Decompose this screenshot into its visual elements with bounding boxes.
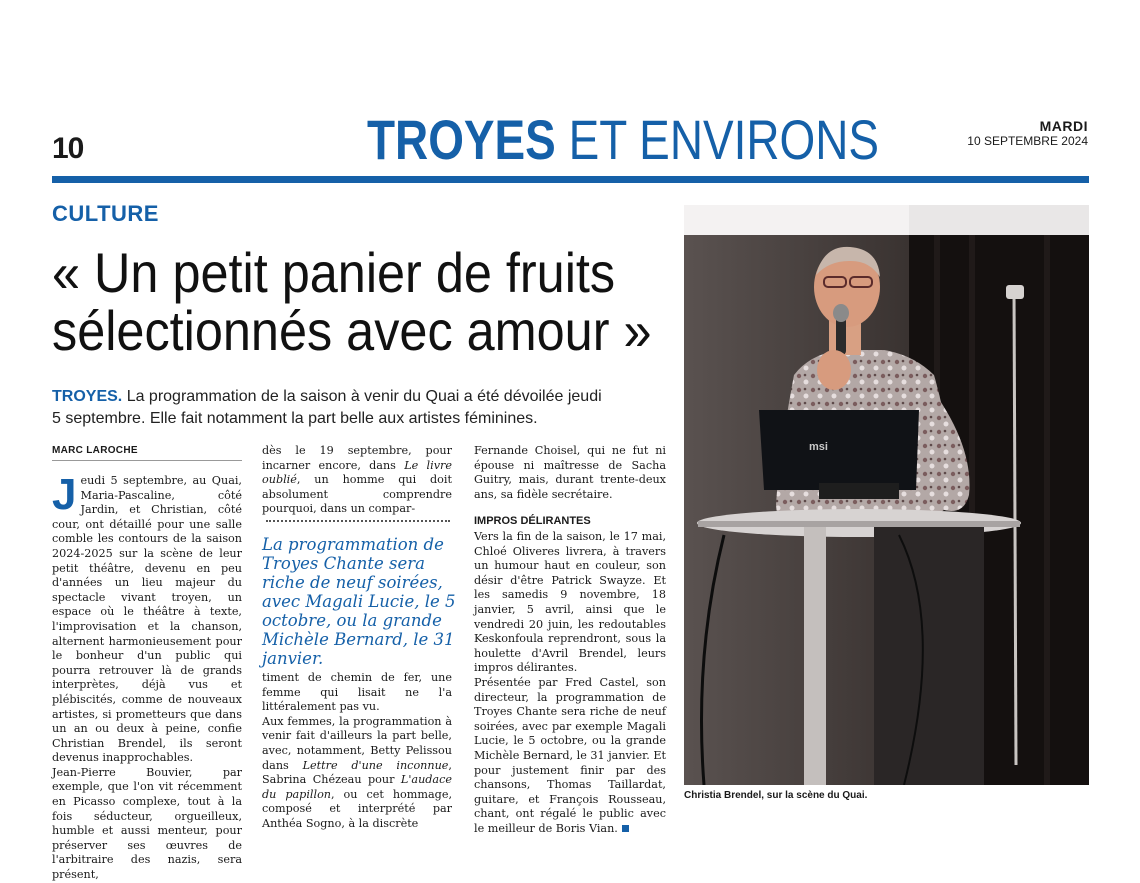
paragraph: Vers la fin de la saison, le 17 mai, Chloé Oliveres livrera, à travers un humour haut en couleur, son désir d'être Patrick Swayze. Et les samedis 9 novembre, 18 janvier, 5 avril, ainsi que le vendredi 20 juin, les redoutables Keskonfoula reprendront, sous la houlette d'Avril Brendel, leurs impros délirantes. — [474, 530, 666, 675]
pullquote: La programmation de Troyes Chante sera riche de neuf soirées, avec Magali Lucie, le 5 octobre, ou la grande Michèle Bernard, le 31 janvier. — [262, 535, 456, 668]
text-run: , un homme qui doit absolument comprendre pourquoi, dans un compar- — [262, 473, 452, 516]
text-run: , Sabrina Chézeau pour — [262, 758, 452, 787]
page-number: 10 — [52, 132, 84, 165]
paragraph: Jean-Pierre Bouvier, par exemple, que l'on vit récemment en Picasso complexe, tout à la fois séducteur, orgueilleux, humble et aussi menteur, pour préserver ses œuvres de l'arbitraire des nazis, sera présent, — [52, 765, 242, 882]
photo-caption: Christia Brendel, sur la scène du Quai. — [684, 790, 868, 801]
byline: MARC LAROCHE — [52, 445, 242, 461]
kicker: CULTURE — [52, 201, 159, 226]
date-block — [967, 118, 1088, 148]
headline-line-1: « Un petit panier de fruits — [52, 241, 616, 304]
headline — [52, 241, 652, 362]
paragraph: timent de chemin de fer, une femme qui lisait ne l'a littéralement pas vu. — [262, 671, 452, 714]
title-italic: L'audace du papillon — [262, 773, 452, 801]
standfirst-text: La programmation de la saison à venir du Quai a été dévoilée jeudi 5 septembre. Elle fait notamment la part belle aux artistes féminines. — [52, 388, 602, 427]
body-column-2-bottom — [262, 671, 452, 832]
paragraph: eudi 5 septembre, au Quai, Maria-Pascaline, côté Jardin, et Christian, côté cour, ont détaillé pour une salle comble les contours de la saison 2024-2025 sur la scène de leur petit théâtre, devenu en peu d'années un lieu majeur du spectacle vivant troyen, un espace où le théâtre à texte, l'improvisation et la chanson, alternent harmonieusement pour le bonheur d'un public qui pourra retrouver là de grands interprètes, déjà vus et plébiscités, comme de nouveaux artistes, si prometteurs que dans un an ou deux à peine, confie Christian Brendel, ils seront devenus inapprochables. — [52, 474, 242, 765]
paragraph: Présentée par Fred Castel, son directeur, la programmation de Troyes Chante sera riche de neuf soirées, avec par exemple Magali Lucie, le 5 octobre, ou la grande Michèle Bernard, le 31 janvier. Et pour justement finir par des chansons, Thomas Taillardat, guitare, et François Rousseau, chant, ont régalé le public avec le meilleur de Boris Vian. — [474, 675, 666, 835]
headline-line-2: sélectionnés avec amour » — [52, 299, 652, 362]
body-column-3-top: Fernande Choisel, qui ne fut ni épouse ni maîtresse de Sacha Guitry, mais, durant trente-deux ans, sa fidèle secrétaire. — [474, 444, 666, 501]
body-column-1 — [52, 470, 242, 883]
subheading: IMPROS DÉLIRANTES — [474, 515, 591, 527]
section-heading — [367, 108, 880, 171]
mic-stand — [1014, 290, 1016, 765]
pullquote-divider — [266, 520, 450, 522]
title-italic: Lettre d'une inconnue — [302, 758, 449, 772]
title-italic: Le livre oublié — [262, 458, 452, 487]
text-run: dès le 19 septembre, pour incarner encore, dans — [262, 444, 452, 472]
laptop-brand: msi — [809, 441, 828, 453]
text-run: , ou cet hommage, composé et interprété par Anthéa Sogno, à la discrète — [262, 787, 452, 830]
body-column-3-bottom — [474, 530, 666, 836]
body-column-2-top — [262, 444, 452, 517]
standfirst-lead: TROYES. — [52, 388, 123, 405]
date-full: 10 SEPTEMBRE 2024 — [967, 134, 1088, 148]
drop-cap: J — [52, 470, 77, 519]
article-photo — [684, 205, 1089, 785]
section-heading-light: ET ENVIRONS — [568, 108, 880, 171]
date-day: MARDI — [1039, 118, 1088, 134]
photo-illustration — [684, 205, 1089, 785]
standfirst — [52, 386, 612, 430]
header-rule — [52, 176, 1089, 183]
laptop — [759, 410, 919, 490]
text-run: Aux femmes, la programmation à venir fait d'ailleurs la part belle, avec, notamment, Betty Pelissou dans — [262, 714, 452, 772]
section-heading-bold: TROYES — [367, 108, 556, 171]
